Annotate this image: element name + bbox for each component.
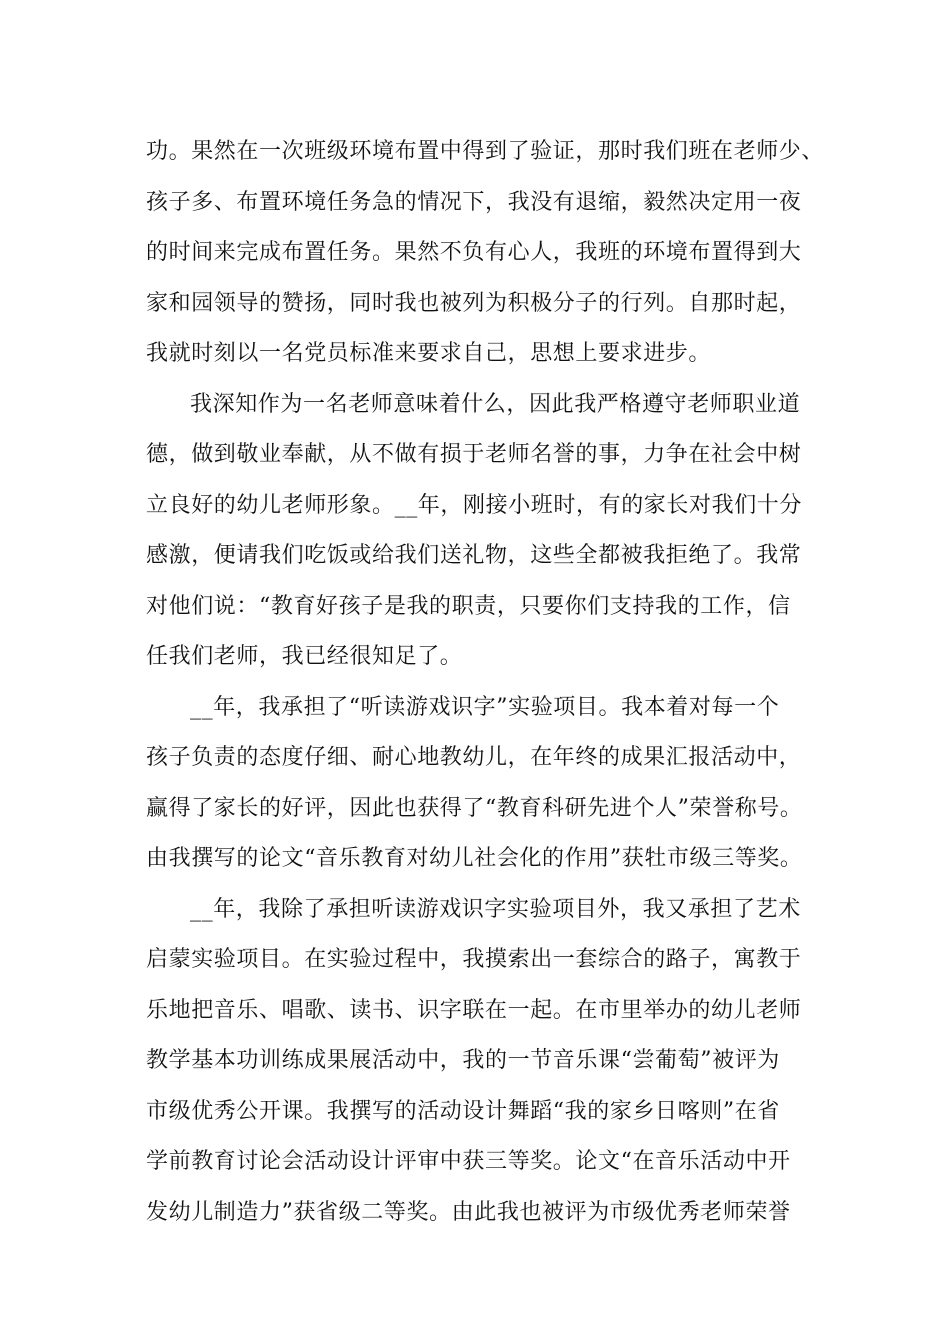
text-line: 由我撰写的论文“音乐教育对幼儿社会化的作用”获牡市级三等奖。	[146, 846, 803, 871]
text-line: 的时间来完成布置任务。果然不负有心人，我班的环境布置得到大	[146, 240, 802, 265]
text-line: 德，做到敬业奉献，从不做有损于老师名誉的事，力争在社会中树	[146, 442, 802, 467]
body-text	[146, 127, 846, 1238]
text-line: 功。果然在一次班级环境布置中得到了验证，那时我们班在老师少、	[146, 139, 825, 164]
paragraph-first-line: __年，我承担了“听读游戏识字”实验项目。我本着对每一个	[190, 694, 780, 720]
text-line: 孩子负责的态度仔细、耐心地教幼儿，在年终的成果汇报活动中，	[146, 745, 802, 770]
text-line: 教学基本功训练成果展活动中，我的一节音乐课“尝葡萄”被评为	[146, 1048, 780, 1073]
text-line: 感激，便请我们吃饭或给我们送礼物，这些全都被我拒绝了。我常	[146, 543, 802, 568]
text-line: 启蒙实验项目。在实验过程中，我摸索出一套综合的路子，寓教于	[146, 947, 802, 972]
text-line: 孩子多、布置环境任务急的情况下，我没有退缩，毅然决定用一夜	[146, 189, 802, 215]
text-line: 对他们说：“教育好孩子是我的职责，只要你们支持我的工作，信	[146, 593, 791, 619]
paragraph-first-line: 我深知作为一名老师意味着什么，因此我严格遵守老师职业道	[190, 391, 801, 417]
text-line: 市级优秀公开课。我撰写的活动设计舞蹈“我的家乡日喀则”在省	[146, 1098, 780, 1124]
text-line: 立良好的幼儿老师形象。__年，刚接小班时，有的家长对我们十分	[146, 492, 803, 518]
text-line: 任我们老师，我已经很知足了。	[146, 644, 463, 669]
text-line: 乐地把音乐、唱歌、读书、识字联在一起。在市里举办的幼儿老师	[146, 997, 802, 1023]
paragraph-first-line: __年，我除了承担听读游戏识字实验项目外，我又承担了艺术	[190, 896, 801, 922]
text-line: 家和园领导的赞扬，同时我也被列为积极分子的行列。自那时起，	[146, 290, 802, 316]
text-line: 发幼儿制造力”获省级二等奖。由此我也被评为市级优秀老师荣誉	[146, 1199, 791, 1225]
text-line: 赢得了家长的好评，因此也获得了“教育科研先进个人”荣誉称号。	[146, 795, 803, 821]
text-line: 我就时刻以一名党员标准来要求自己，思想上要求进步。	[146, 341, 712, 366]
text-line: 学前教育讨论会活动设计评审中获三等奖。论文“在音乐活动中开	[146, 1149, 791, 1174]
